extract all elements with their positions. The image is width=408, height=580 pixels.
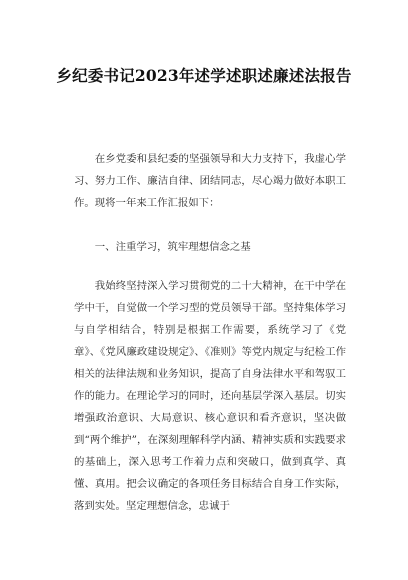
intro-paragraph: 在乡党委和县纪委的坚强领导和大力支持下，我虚心学习、努力工作、廉洁自律、团结同志，尽心竭力做好本职工作。现将一年来工作汇报如下： bbox=[74, 153, 346, 209]
document-title: 乡纪委书记2023年述学述职述廉述法报告 bbox=[56, 66, 352, 85]
section-heading: 一、注重学习，筑牢理想信念之基 bbox=[94, 241, 251, 253]
section-body-paragraph: 我始终坚持深入学习贯彻党的二十大精神，在干中学在学中干，自觉做一个学习型的党员领导干部。坚持集体学习与自学相结合，特别是根据工作需要，系统学习了《党章》、《党风廉政建设规定》、《准则》等党内规定与纪检工作相关的法律法规和业务知识，提高了自身法律水平和驾驭工作的能力。在理论学习的同时，还向基层学深入基层。切实增强政治意识、大局意识、核心意识和看齐意识，坚决做到“两个维护”，在深刻理解科学内涵、精神实质和实践要求的基础上，深入思考工作着力点和突破口，做到真学、真懂、真用。把会议确定的各项任务目标结合自身工作实际，落到实处。坚定理想信念，忠诚于 bbox=[74, 280, 346, 512]
